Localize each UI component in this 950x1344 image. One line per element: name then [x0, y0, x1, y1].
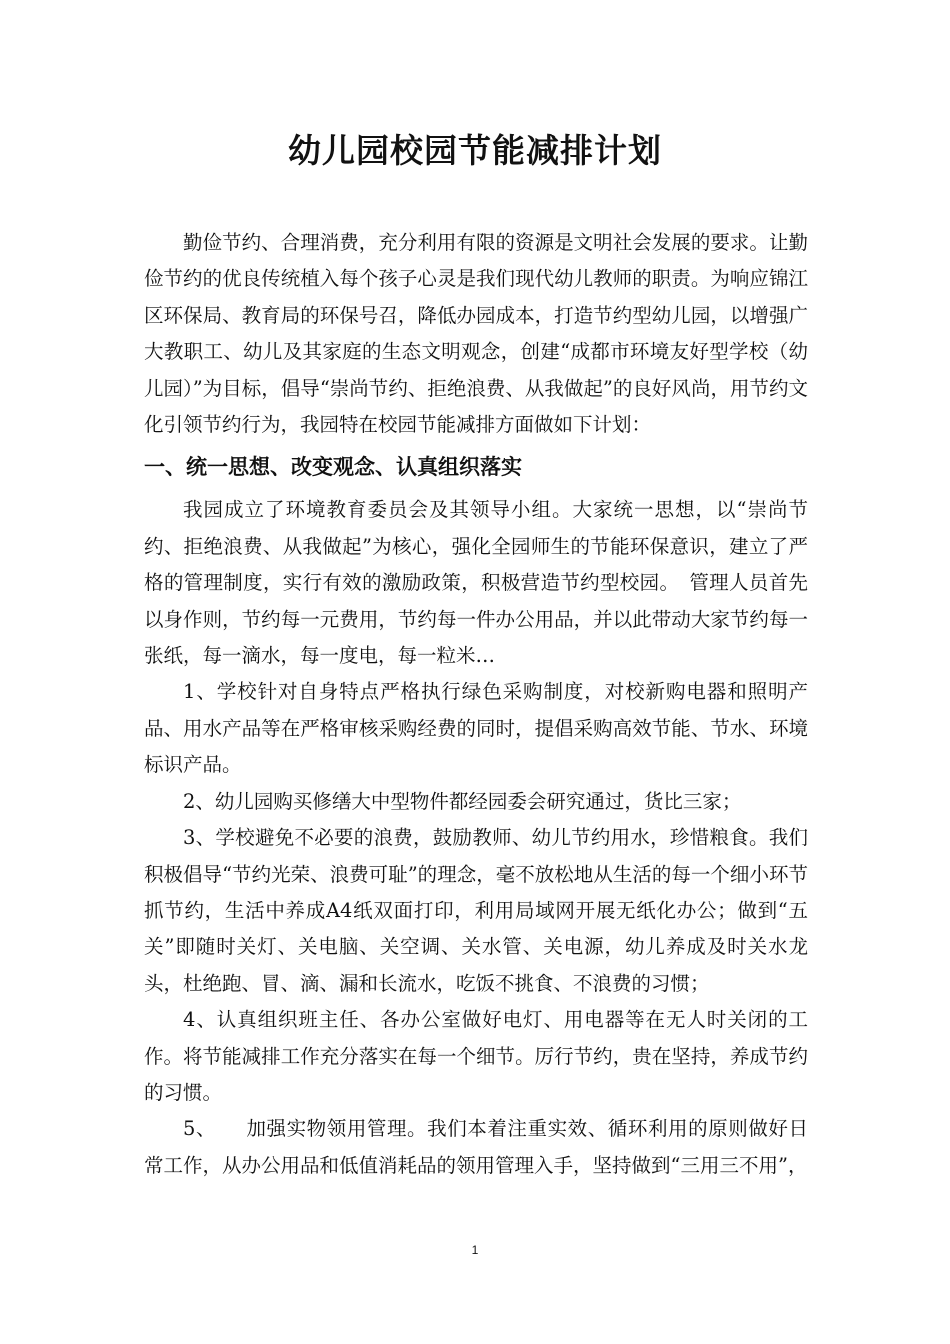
- list-item-4: 4、认真组织班主任、各办公室做好电灯、用电器等在无人时关闭的工作。将节能减排工作充分落实在每一个细节。厉行节约，贵在坚持，养成节约的习惯。: [144, 1008, 808, 1104]
- document-body: [144, 225, 808, 1184]
- page-number: 1: [471, 1243, 479, 1257]
- section-paragraph: 我园成立了环境教育委员会及其领导小组。大家统一思想，以“崇尚节约、拒绝浪费、从我做起”为核心，强化全园师生的节能环保意识，建立了严格的管理制度，实行有效的激励政策，积极营造节约型校园。 管理人员首先以身作则，节约每一元费用，节约每一件办公用品，并以此带动大家节约每一张纸，每一滴水，每一度电，每一粒米…: [144, 498, 808, 668]
- list-item-2: 2、幼儿园购买修缮大中型物件都经园委会研究通过，货比三家；: [183, 789, 742, 813]
- list-item-5: 5、 加强实物领用管理。我们本着注重实效、循环利用的原则做好日常工作，从办公用品和低值消耗品的领用管理入手，坚持做到“三用三不用”，: [144, 1117, 808, 1177]
- intro-paragraph: 勤俭节约、合理消费，充分利用有限的资源是文明社会发展的要求。让勤俭节约的优良传统植入每个孩子心灵是我们现代幼儿教师的职责。为响应锦江区环保局、教育局的环保号召，降低办园成本，打造节约型幼儿园，以增强广大教职工、幼儿及其家庭的生态文明观念，创建“成都市环境友好型学校（幼儿园）”为目标，倡导“崇尚节约、拒绝浪费、从我做起”的良好风尚，用节约文化引领节约行为，我园特在校园节能减排方面做如下计划：: [144, 231, 808, 437]
- list-item-3: 3、学校避免不必要的浪费，鼓励教师、幼儿节约用水，珍惜粮食。我们积极倡导“节约光荣、浪费可耻”的理念，毫不放松地从生活的每一个细小环节抓节约，生活中养成A4纸双面打印，利用局域网开展无纸化办公；做到“五关”即随时关灯、关电脑、关空调、关水管、关电源，幼儿养成及时关水龙头，杜绝跑、冒、滴、漏和长流水，吃饭不挑食、不浪费的习惯；: [144, 826, 808, 995]
- section-heading: 一、统一思想、改变观念、认真组织落实: [144, 455, 522, 480]
- list-item-1: 1、学校针对自身特点严格执行绿色采购制度，对校新购电器和照明产品、用水产品等在严格审核采购经费的同时，提倡采购高效节能、节水、环境标识产品。: [144, 680, 808, 777]
- document-title: 幼儿园校园节能减排计划: [288, 131, 662, 170]
